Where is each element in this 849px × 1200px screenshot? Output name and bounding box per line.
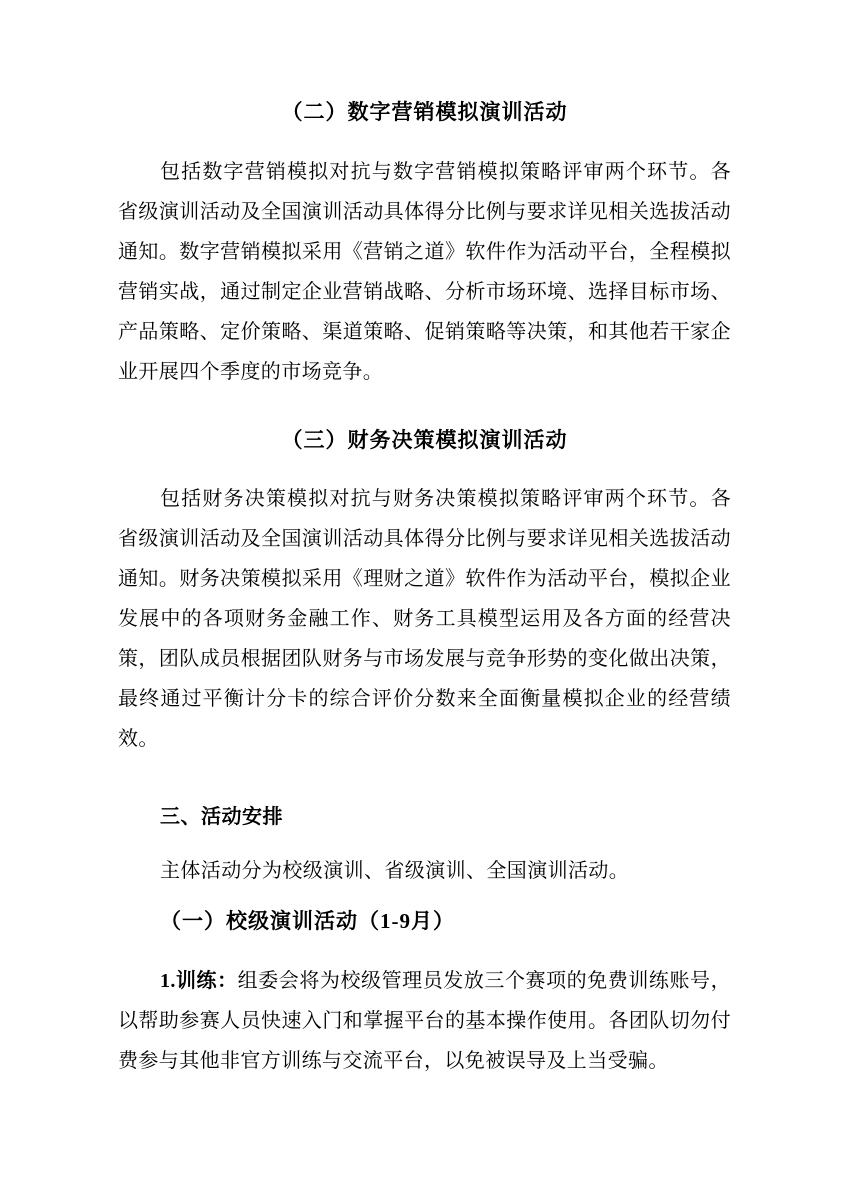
heading-finance-decision-section: （三）财务决策模拟演训活动: [281, 427, 568, 452]
heading-digital-marketing-section: （二）数字营销模拟演训活动: [281, 100, 568, 124]
paragraph-finance-decision: 包括财务决策模拟对抗与财务决策模拟策略评审两个环节。各省级演训活动及全国演训活动具体得分比例与要求详见相关选拔活动通知。财务决策模拟采用《理财之道》软件作为活动平台，模拟企业发展中的各项财务金融工作、财务工具模型运用及各方面的经营决策，团队成员根据团队财务与市场发展与竞争形势的变化做出决策，最终通过平衡计分卡的综合评价分数来全面衡量模拟企业的经营绩效。: [118, 488, 731, 751]
paragraph-training-lead: 1.训练：: [160, 969, 238, 992]
paragraph-digital-marketing: 包括数字营销模拟对抗与数字营销模拟策略评审两个环节。各省级演训活动及全国演训活动具体得分比例与要求详见相关选拔活动通知。数字营销模拟采用《营销之道》软件作为活动平台，全程模拟营销实战，通过制定企业营销战略、分析市场环境、选择目标市场、产品策略、定价策略、渠道策略、促销策略等决策，和其他若干家企业开展四个季度的市场竞争。: [118, 160, 731, 383]
paragraph-training: [118, 961, 731, 1081]
block-spacer: [118, 408, 731, 424]
paragraph-training-text: 组委会将为校级管理员发放三个赛项的免费训练账号，以帮助参赛人员快速入门和掌握平台的基本操作使用。各团队切勿付费参与其他非官方训练与交流平台，以免被误导及上当受骗。: [118, 969, 731, 1072]
block-spacer: [118, 775, 731, 801]
heading-activity-arrangement: 三、活动安排: [160, 806, 283, 829]
document-body: [118, 96, 731, 1081]
paragraph-activity-levels: 主体活动分为校级演训、省级演训、全国演训活动。: [160, 860, 630, 883]
heading-school-level-activity: （一）校级演训活动（1-9月）: [160, 909, 455, 934]
